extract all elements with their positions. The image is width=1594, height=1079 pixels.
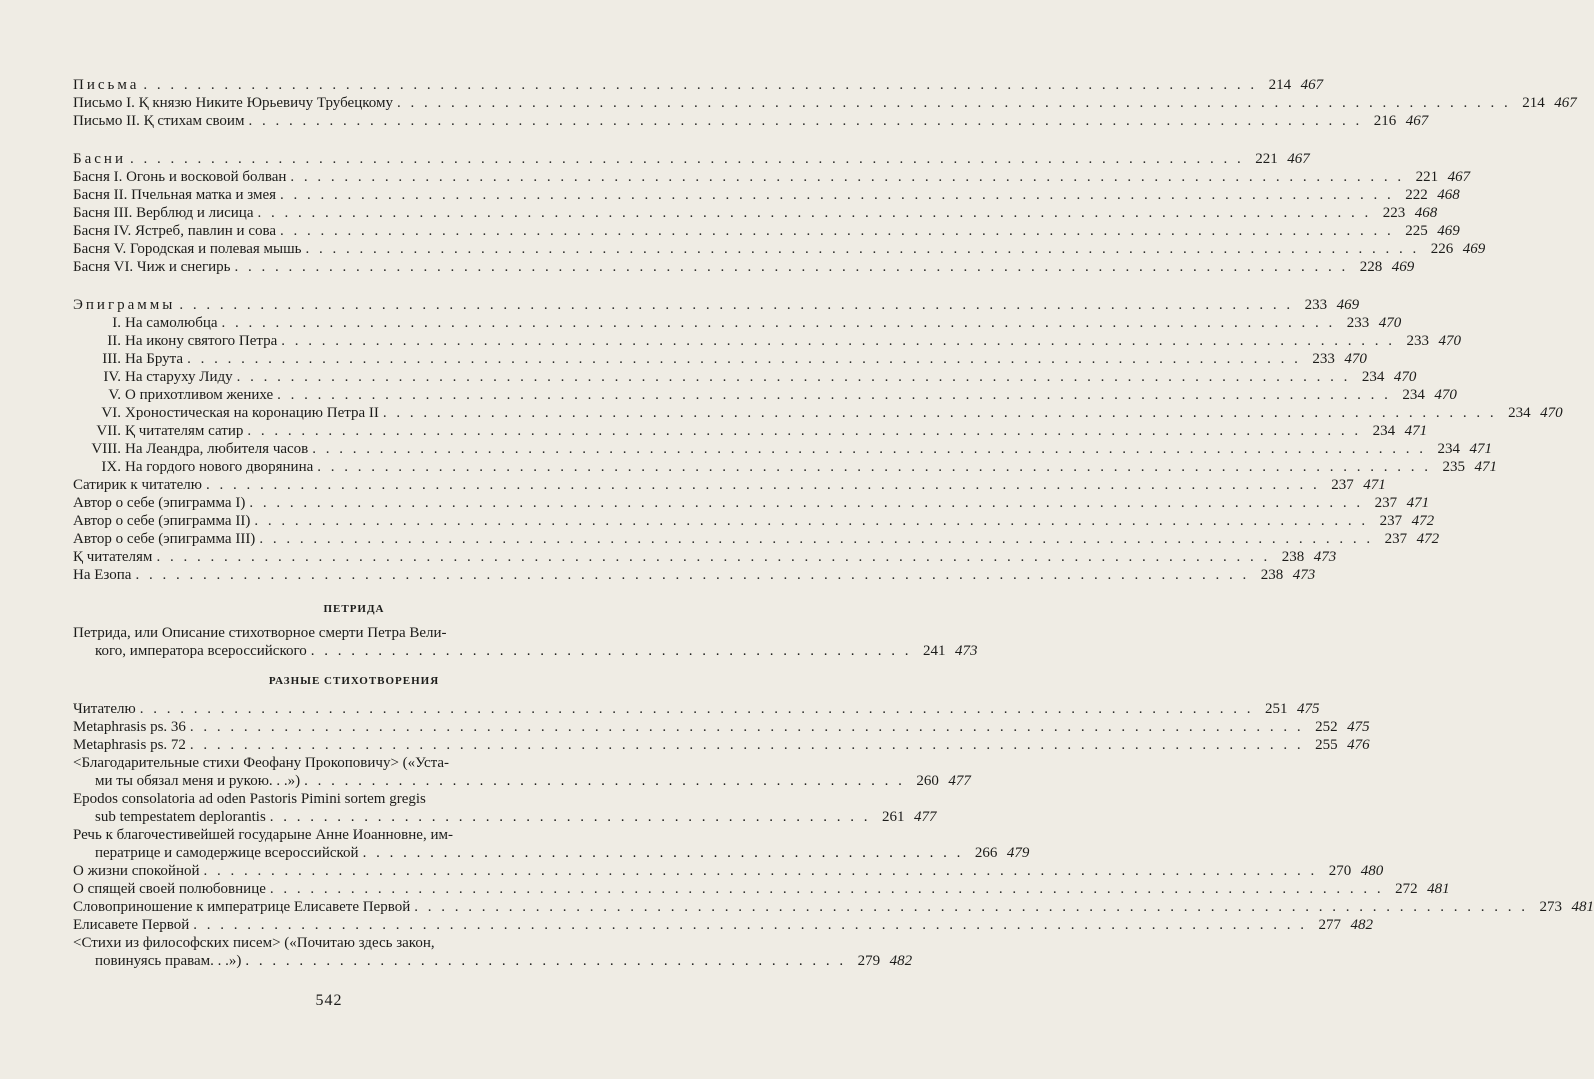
page-ref: 237 bbox=[1331, 477, 1354, 493]
entry-title: Басня V. Городская и полевая мышь bbox=[73, 241, 302, 257]
entry-title-line: <Благодарительные стихи Феофану Прокоповичу> («Уста- bbox=[73, 755, 450, 771]
note-ref: 468 bbox=[1414, 205, 1438, 221]
page-ref: 234 bbox=[1508, 405, 1531, 421]
toc-entry bbox=[73, 258, 1415, 276]
toc-entry bbox=[73, 222, 1460, 240]
page-ref: 221 bbox=[1415, 169, 1439, 185]
toc-entry-multiline bbox=[73, 754, 971, 790]
leader-dots bbox=[254, 512, 1368, 530]
page-ref: 241 bbox=[923, 643, 946, 659]
leader-dots bbox=[249, 494, 1363, 512]
toc-section-fables bbox=[73, 150, 1310, 168]
entry-title: Басня I. Огонь и восковой болван bbox=[73, 169, 287, 185]
entry-title: О прихотливом женихе bbox=[125, 387, 274, 403]
leader-dots bbox=[277, 386, 1391, 404]
toc-entry bbox=[73, 94, 1577, 112]
note-ref: 470 bbox=[1540, 405, 1563, 421]
entry-number: IX. bbox=[101, 459, 121, 475]
entry-title: Metaphrasis ps. 36 bbox=[73, 719, 186, 735]
page-ref: 234 bbox=[1372, 423, 1396, 439]
toc-entry bbox=[73, 898, 1594, 916]
leader-dots bbox=[280, 222, 1394, 240]
entry-title: Автор о себе (эпиграмма I) bbox=[73, 495, 246, 511]
entry-title-line: повинуясь правам. . .») bbox=[95, 953, 242, 969]
leader-dots bbox=[190, 736, 1304, 754]
note-ref: 470 bbox=[1378, 315, 1402, 331]
note-ref: 467 bbox=[1447, 169, 1471, 185]
entry-title: Басня II. Пчельная матка и змея bbox=[73, 187, 277, 203]
page-ref: 235 bbox=[1442, 459, 1466, 475]
section-title: Эпиграммы bbox=[73, 297, 176, 313]
leader-dots bbox=[257, 204, 1371, 222]
toc-entry bbox=[73, 332, 1462, 350]
leader-dots bbox=[280, 186, 1394, 204]
entry-title: Басня IV. Ястреб, павлин и сова bbox=[73, 223, 277, 239]
leader-dots bbox=[383, 404, 1497, 422]
note-ref: 470 bbox=[1438, 333, 1462, 349]
entry-title-line: Речь к благочестивейшей государыне Анне Иоанновне, им- bbox=[73, 827, 453, 843]
leader-dots bbox=[317, 458, 1431, 476]
entry-title-line: <Стихи из философских писем> («Почитаю здесь закон, bbox=[73, 935, 435, 951]
leader-dots bbox=[245, 952, 846, 970]
page-ref: 279 bbox=[857, 953, 881, 969]
leader-dots bbox=[222, 314, 1336, 332]
entry-title: Хроностическая на коронацию Петра II bbox=[125, 405, 379, 421]
entry-title-line: Петрида, или Описание стихотворное смерти Петра Вели- bbox=[73, 625, 447, 641]
toc-entry bbox=[73, 350, 1367, 368]
note-ref: 470 bbox=[1434, 387, 1457, 403]
note-ref: 469 bbox=[1462, 241, 1486, 257]
entry-number: VI. bbox=[101, 405, 121, 421]
page-ref: 272 bbox=[1395, 881, 1418, 897]
page-ref: 255 bbox=[1315, 737, 1338, 753]
leader-dots bbox=[206, 476, 1320, 494]
page-ref: 237 bbox=[1379, 513, 1403, 529]
toc-entry bbox=[73, 386, 1457, 404]
leader-dots bbox=[312, 440, 1426, 458]
entry-title: На гордого нового дворянина bbox=[125, 459, 314, 475]
entry-number: IV. bbox=[103, 369, 121, 385]
note-ref: 479 bbox=[1006, 845, 1030, 861]
leader-dots bbox=[363, 844, 964, 862]
page-ref: 216 bbox=[1373, 113, 1397, 129]
toc-entry bbox=[73, 916, 1374, 934]
leader-dots bbox=[281, 332, 1395, 350]
leader-dots bbox=[234, 258, 1348, 276]
entry-title: Metaphrasis ps. 72 bbox=[73, 737, 186, 753]
entry-title: Сатирик к читателю bbox=[73, 477, 202, 493]
page-ref: 252 bbox=[1315, 719, 1338, 735]
entry-title: Елисавете Первой bbox=[73, 917, 190, 933]
toc-entry bbox=[73, 548, 1337, 566]
toc-entry bbox=[73, 240, 1486, 258]
page-ref: 226 bbox=[1430, 241, 1454, 257]
entry-title-line: sub tempestatem deplorantis bbox=[95, 809, 266, 825]
toc-entry bbox=[73, 494, 1430, 512]
note-ref: 473 bbox=[955, 643, 978, 659]
page-ref: 225 bbox=[1405, 223, 1428, 239]
toc-entry bbox=[73, 368, 1417, 386]
page-number: 542 bbox=[315, 992, 343, 1009]
page-ref: 223 bbox=[1382, 205, 1406, 221]
note-ref: 471 bbox=[1404, 423, 1428, 439]
page-ref: 238 bbox=[1281, 549, 1305, 565]
page-ref: 221 bbox=[1255, 151, 1278, 167]
section-heading-petrida: ПЕТРИДА bbox=[323, 603, 385, 615]
entry-title: Письмо I. Қ князю Никите Юрьевичу Трубецкому bbox=[73, 95, 393, 111]
leader-dots bbox=[190, 718, 1304, 736]
page-ref: 214 bbox=[1268, 77, 1292, 93]
leader-dots bbox=[248, 112, 1362, 130]
entry-title: Автор о себе (эпиграмма II) bbox=[73, 513, 251, 529]
toc-entry-multiline bbox=[73, 790, 937, 826]
note-ref: 469 bbox=[1391, 259, 1415, 275]
note-ref: 472 bbox=[1411, 513, 1435, 529]
toc-entry bbox=[73, 458, 1498, 476]
section-heading-various: РАЗНЫЕ СТИХОТВОРЕНИЯ bbox=[268, 675, 440, 687]
section-title: Письма bbox=[73, 77, 140, 93]
toc-entry bbox=[73, 168, 1471, 186]
toc-entry bbox=[73, 512, 1435, 530]
toc-entry-multiline bbox=[73, 826, 1030, 862]
leader-dots bbox=[414, 898, 1528, 916]
note-ref: 482 bbox=[1350, 917, 1374, 933]
leader-dots bbox=[130, 150, 1244, 168]
entry-title-line: ператрице и самодержице всероссийской bbox=[95, 845, 359, 861]
entry-title: О спящей своей полюбовнице bbox=[73, 881, 266, 897]
entry-title: На Брута bbox=[125, 351, 184, 367]
leader-dots bbox=[304, 772, 905, 790]
note-ref: 475 bbox=[1296, 701, 1320, 717]
note-ref: 471 bbox=[1406, 495, 1430, 511]
note-ref: 469 bbox=[1437, 223, 1460, 239]
entry-number: VIII. bbox=[91, 441, 121, 457]
leader-dots bbox=[290, 168, 1404, 186]
entry-title: Словоприношение к императрице Елисавете Первой bbox=[73, 899, 411, 915]
note-ref: 467 bbox=[1287, 151, 1310, 167]
entry-title: На Леандра, любителя часов bbox=[125, 441, 309, 457]
leader-dots bbox=[187, 350, 1301, 368]
leader-dots bbox=[135, 566, 1249, 584]
entry-title: Автор о себе (эпиграмма III) bbox=[73, 531, 256, 547]
page-ref: 228 bbox=[1359, 259, 1383, 275]
note-ref: 471 bbox=[1469, 441, 1493, 457]
note-ref: 481 bbox=[1571, 899, 1594, 915]
note-ref: 480 bbox=[1360, 863, 1384, 879]
page-ref: 273 bbox=[1539, 899, 1562, 915]
entry-title: О жизни спокойной bbox=[73, 863, 200, 879]
leader-dots bbox=[270, 880, 1384, 898]
leader-dots bbox=[143, 76, 1257, 94]
note-ref: 472 bbox=[1416, 531, 1440, 547]
page-ref: 234 bbox=[1402, 387, 1425, 403]
entry-title-line: ми ты обязал меня и рукою. . .») bbox=[95, 773, 301, 789]
entry-number: I. bbox=[112, 315, 121, 331]
note-ref: 467 bbox=[1554, 95, 1577, 111]
toc-entry bbox=[73, 530, 1440, 548]
entry-title: На самолюбца bbox=[125, 315, 218, 331]
page-ref: 270 bbox=[1328, 863, 1352, 879]
page-ref: 277 bbox=[1318, 917, 1342, 933]
page-ref: 234 bbox=[1437, 441, 1461, 457]
section-title: Басни bbox=[73, 151, 126, 167]
note-ref: 473 bbox=[1313, 549, 1337, 565]
toc-entry-multiline bbox=[73, 624, 978, 660]
toc-entry bbox=[73, 476, 1386, 494]
note-ref: 477 bbox=[948, 773, 971, 789]
entry-title: Басня VI. Чиж и снегирь bbox=[73, 259, 231, 275]
entry-title: На Езопа bbox=[73, 567, 132, 583]
toc-entry-multiline bbox=[73, 934, 913, 970]
page-ref: 237 bbox=[1374, 495, 1398, 511]
toc-entry bbox=[73, 112, 1429, 130]
toc-entry bbox=[73, 862, 1384, 880]
table-of-contents bbox=[73, 76, 1594, 970]
note-ref: 475 bbox=[1347, 719, 1370, 735]
leader-dots bbox=[179, 296, 1293, 314]
note-ref: 469 bbox=[1336, 297, 1360, 313]
entry-number: II. bbox=[107, 333, 121, 349]
page-ref: 233 bbox=[1312, 351, 1335, 367]
toc-entry bbox=[73, 314, 1402, 332]
page-ref: 261 bbox=[882, 809, 905, 825]
toc-section-epigrams bbox=[73, 296, 1360, 314]
note-ref: 473 bbox=[1292, 567, 1316, 583]
page-ref: 233 bbox=[1406, 333, 1430, 349]
leader-dots bbox=[306, 240, 1420, 258]
entry-number: V. bbox=[108, 387, 121, 403]
entry-title: Қ читателям сатир bbox=[125, 423, 244, 439]
leader-dots bbox=[156, 548, 1270, 566]
note-ref: 477 bbox=[914, 809, 937, 825]
note-ref: 471 bbox=[1474, 459, 1498, 475]
note-ref: 468 bbox=[1437, 187, 1460, 203]
entry-title: Қ читателям bbox=[73, 549, 153, 565]
note-ref: 481 bbox=[1427, 881, 1450, 897]
toc-entry bbox=[73, 404, 1563, 422]
note-ref: 471 bbox=[1363, 477, 1386, 493]
entry-title: На икону святого Петра bbox=[125, 333, 278, 349]
leader-dots bbox=[204, 862, 1318, 880]
leader-dots bbox=[193, 916, 1307, 934]
note-ref: 470 bbox=[1344, 351, 1367, 367]
leader-dots bbox=[259, 530, 1373, 548]
entry-number: III. bbox=[102, 351, 121, 367]
page-ref: 251 bbox=[1264, 701, 1288, 717]
leader-dots bbox=[237, 368, 1351, 386]
page-ref: 214 bbox=[1522, 95, 1545, 111]
page-ref: 237 bbox=[1384, 531, 1408, 547]
entry-title-line: кого, императора всероссийского bbox=[95, 643, 307, 659]
toc-entry bbox=[73, 440, 1493, 458]
note-ref: 482 bbox=[889, 953, 913, 969]
toc-entry bbox=[73, 422, 1428, 440]
page-ref: 233 bbox=[1304, 297, 1328, 313]
entry-title: Письмо II. Қ стихам своим bbox=[73, 113, 245, 129]
leader-dots bbox=[247, 422, 1361, 440]
toc-entry bbox=[73, 718, 1370, 736]
toc-entry bbox=[73, 186, 1460, 204]
toc-entry bbox=[73, 700, 1320, 718]
toc-entry bbox=[73, 880, 1450, 898]
page-ref: 233 bbox=[1346, 315, 1370, 331]
page-ref: 260 bbox=[916, 773, 939, 789]
note-ref: 467 bbox=[1405, 113, 1429, 129]
toc-entry bbox=[73, 736, 1370, 754]
toc-entry bbox=[73, 566, 1316, 584]
page-ref: 238 bbox=[1260, 567, 1284, 583]
entry-title: Читателю bbox=[73, 701, 136, 717]
leader-dots bbox=[311, 642, 912, 660]
entry-title-line: Epodos consolatoria ad oden Pastoris Pimini sortem gregis bbox=[73, 791, 426, 807]
toc-section-letters bbox=[73, 76, 1324, 94]
page-ref: 222 bbox=[1405, 187, 1428, 203]
page-ref: 266 bbox=[974, 845, 998, 861]
leader-dots bbox=[270, 808, 871, 826]
note-ref: 470 bbox=[1393, 369, 1417, 385]
entry-title: Басня III. Верблюд и лисица bbox=[73, 205, 254, 221]
leader-dots bbox=[140, 700, 1254, 718]
toc-entry bbox=[73, 204, 1438, 222]
entry-title: На старуху Лиду bbox=[125, 369, 233, 385]
leader-dots bbox=[397, 94, 1511, 112]
page-ref: 234 bbox=[1361, 369, 1385, 385]
entry-number: VII. bbox=[96, 423, 121, 439]
note-ref: 467 bbox=[1300, 77, 1324, 93]
note-ref: 476 bbox=[1347, 737, 1370, 753]
